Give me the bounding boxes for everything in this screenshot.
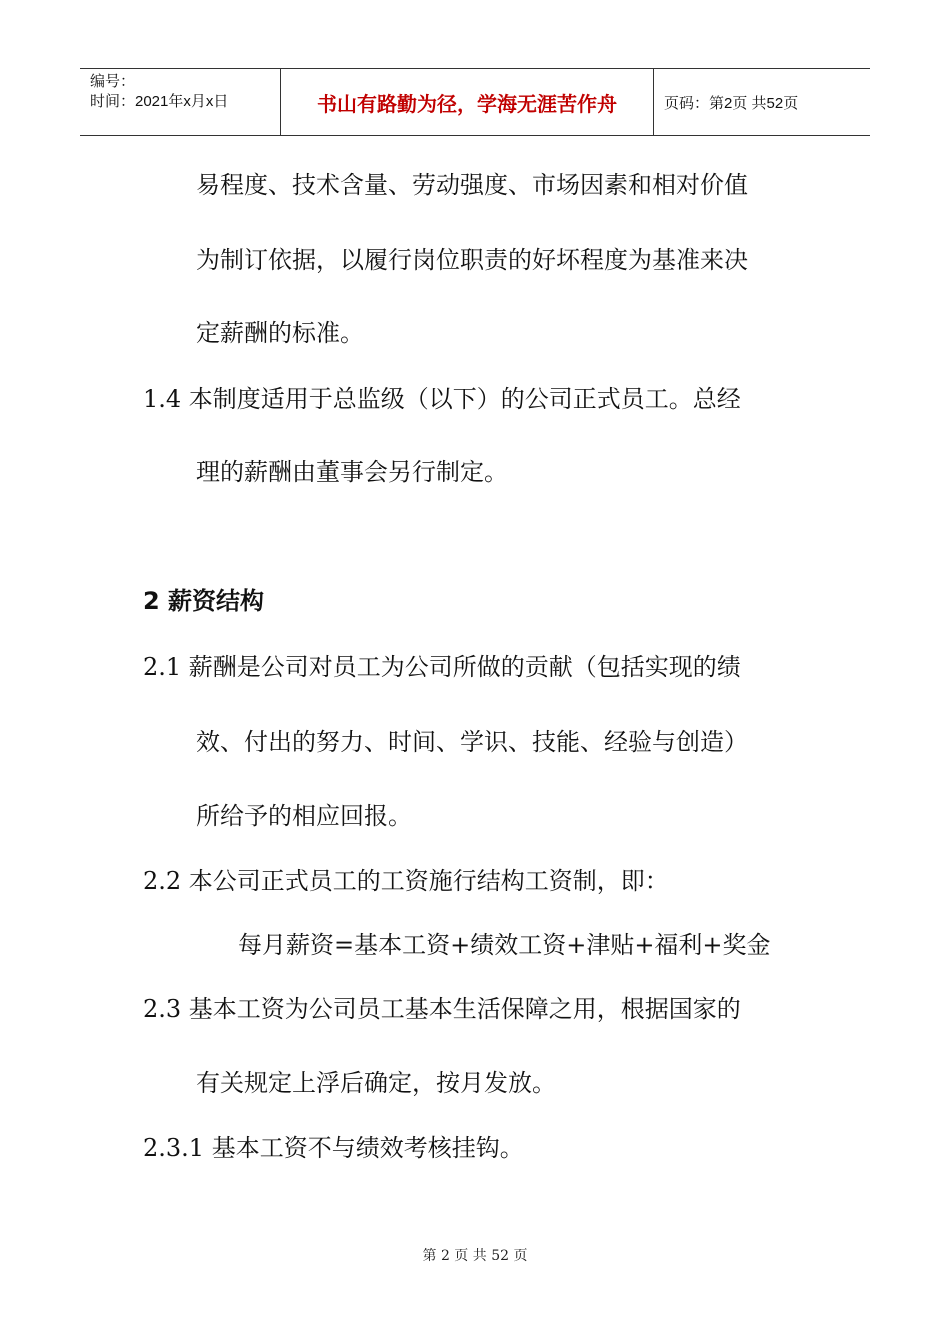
header-page-info: 页码：第2页 共52页 — [664, 94, 799, 112]
clause-2-3-1: 2.3.1 基本工资不与绩效考核挂钩。 — [143, 1134, 524, 1162]
body-line: 为制订依据，以履行岗位职责的好坏程度为基准来决 — [196, 246, 748, 274]
page-header — [80, 68, 870, 136]
section-heading: 2 薪资结构 — [143, 587, 265, 615]
clause-2-3: 2.3 基本工资为公司员工基本生活保障之用，根据国家的 — [143, 995, 741, 1023]
body-line: 理的薪酬由董事会另行制定。 — [196, 458, 508, 486]
body-line: 定薪酬的标准。 — [196, 319, 364, 347]
clause-1-4: 1.4 本制度适用于总监级（以下）的公司正式员工。总经 — [143, 385, 741, 413]
header-motto: 书山有路勤为径，学海无涯苦作舟 — [281, 69, 654, 135]
document-time: 时间：2021年x月x日 — [90, 93, 229, 110]
page-footer: 第 2 页 共 52 页 — [422, 1248, 528, 1264]
document-number: 编号： — [90, 73, 136, 90]
body-line: 有关规定上浮后确定，按月发放。 — [196, 1069, 556, 1097]
clause-2-1: 2.1 薪酬是公司对员工为公司所做的贡献（包括实现的绩 — [143, 653, 741, 681]
salary-formula: 每月薪资=基本工资+绩效工资+津贴+福利+奖金 — [238, 931, 771, 959]
body-line: 效、付出的努力、时间、学识、技能、经验与创造） — [196, 728, 748, 756]
body-line: 所给予的相应回报。 — [196, 802, 412, 830]
clause-2-2: 2.2 本公司正式员工的工资施行结构工资制，即： — [143, 867, 669, 895]
body-line: 易程度、技术含量、劳动强度、市场因素和相对价值 — [196, 171, 748, 199]
header-meta — [80, 69, 281, 135]
